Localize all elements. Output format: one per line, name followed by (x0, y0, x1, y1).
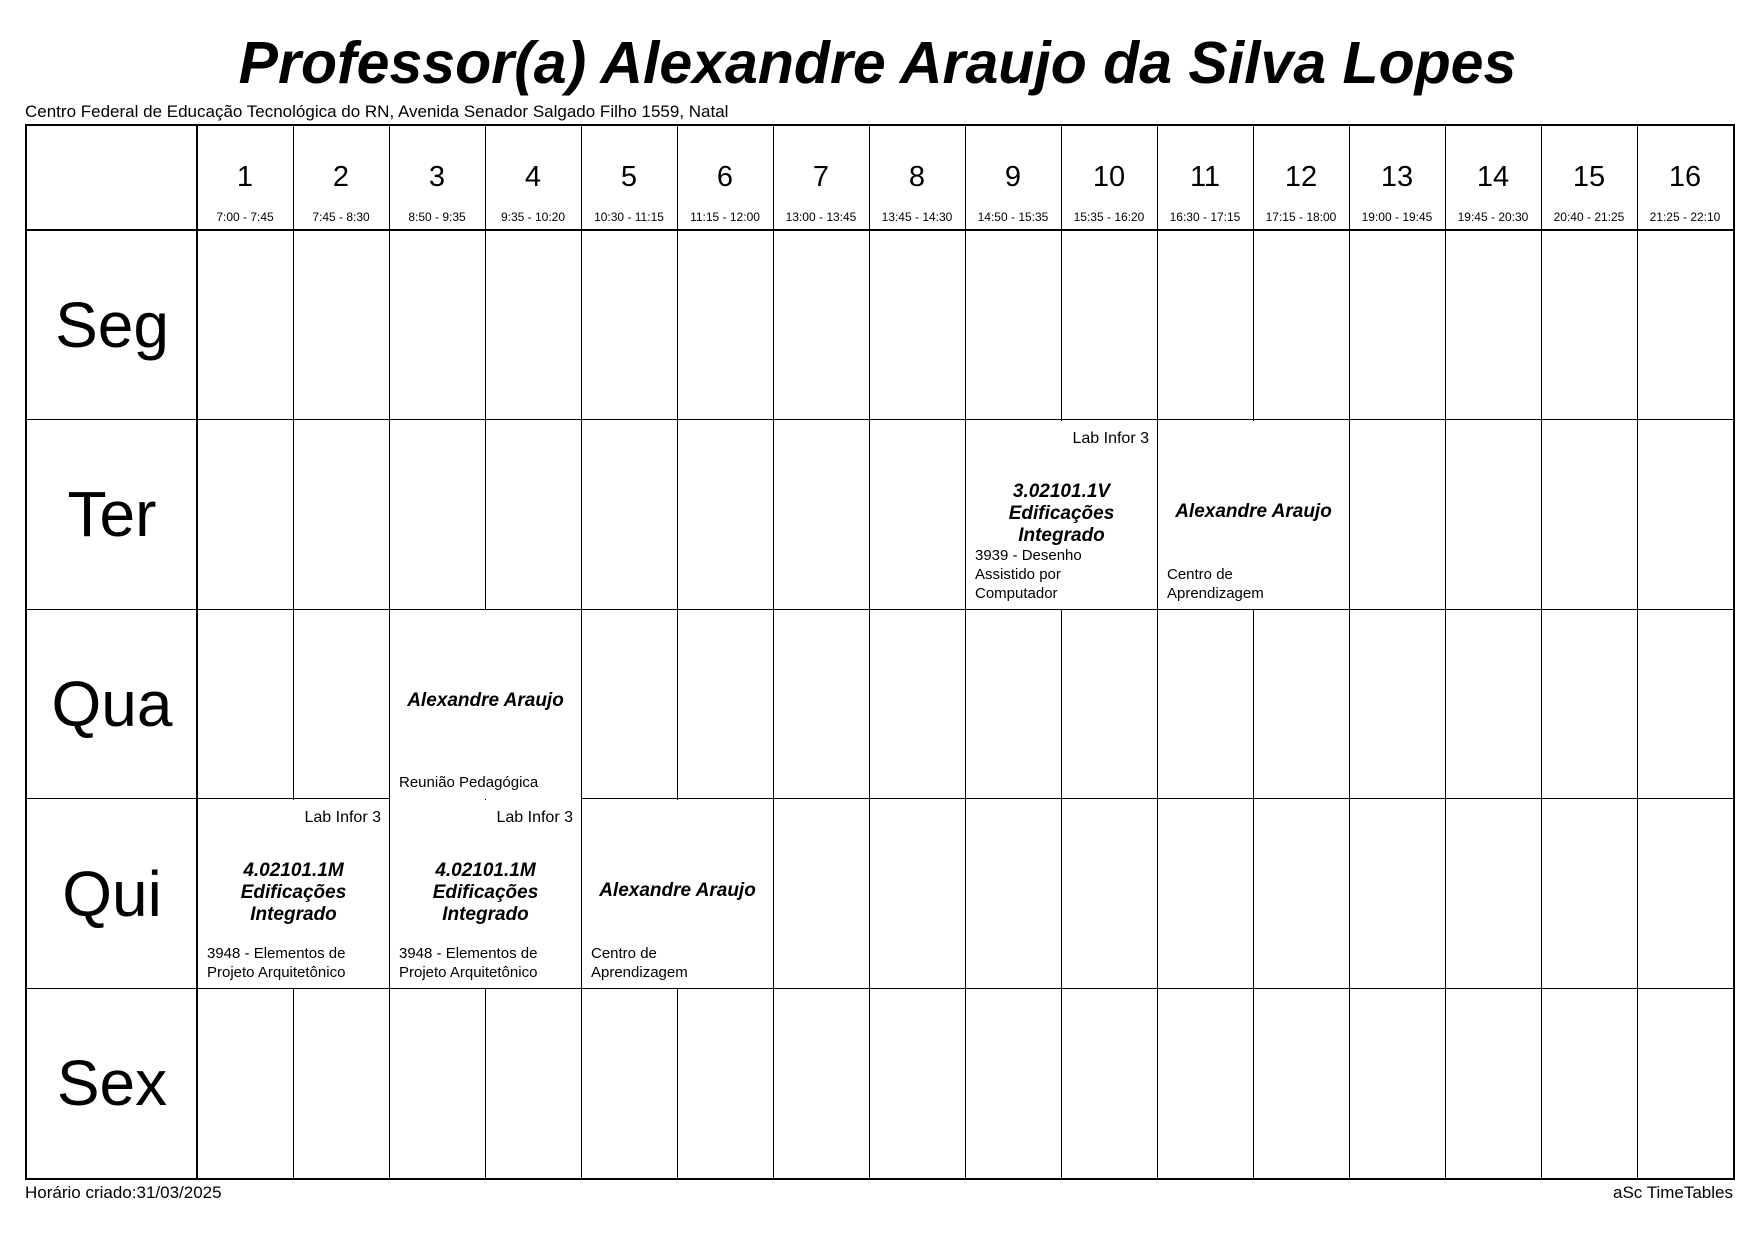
period-time: 13:00 - 13:45 (785, 210, 857, 224)
lesson-room: Lab Infor 3 (496, 808, 573, 826)
period-header-15 (1541, 126, 1637, 230)
period-header-1 (197, 126, 293, 230)
period-number: 8 (908, 161, 926, 193)
lesson-title: Alexandre Araujo (599, 879, 756, 901)
period-header-16 (1637, 126, 1733, 230)
period-number: 5 (620, 161, 638, 193)
period-header-2 (293, 126, 389, 230)
day-label: Qui (62, 857, 162, 930)
period-number: 3 (428, 161, 446, 193)
period-time: 19:45 - 20:30 (1457, 210, 1529, 224)
period-time: 14:50 - 15:35 (977, 210, 1049, 224)
period-header-4 (485, 126, 581, 230)
lesson-card[interactable] (1158, 421, 1349, 610)
period-time: 15:35 - 16:20 (1073, 210, 1145, 224)
grid-line (1445, 126, 1446, 1178)
lesson-subject: 3948 - Elementos de Projeto Arquitetônico (399, 944, 538, 981)
lesson-subject: 3939 - Desenho Assistido por Computador (975, 546, 1082, 602)
grid-line (1349, 126, 1350, 1178)
grid-line (677, 126, 678, 1178)
day-row-sex (27, 988, 197, 1178)
period-header-9 (965, 126, 1061, 230)
lesson-card[interactable] (390, 610, 581, 799)
period-number: 1 (236, 161, 254, 193)
period-time: 9:35 - 10:20 (500, 210, 566, 224)
created-date: Horário criado:31/03/2025 (25, 1183, 222, 1202)
period-number: 6 (716, 161, 734, 193)
period-header-8 (869, 126, 965, 230)
lesson-title: Alexandre Araujo (1175, 500, 1332, 522)
period-time: 19:00 - 19:45 (1361, 210, 1433, 224)
period-time: 10:30 - 11:15 (594, 210, 664, 224)
grid-line (293, 126, 294, 1178)
lesson-subject: 3948 - Elementos de Projeto Arquitetônico (207, 944, 346, 981)
period-number: 13 (1380, 161, 1414, 193)
period-header-7 (773, 126, 869, 230)
period-header-10 (1061, 126, 1157, 230)
lesson-subject: Centro de Aprendizagem (1167, 565, 1264, 602)
period-time: 21:25 - 22:10 (1649, 210, 1721, 224)
timetable-title: Professor(a) Alexandre Araujo da Silva Lopes (238, 30, 1517, 96)
day-label: Sex (56, 1047, 168, 1120)
period-number: 11 (1189, 161, 1221, 193)
period-header-5 (581, 126, 677, 230)
day-label: Seg (55, 288, 169, 361)
grid-line (27, 229, 1733, 231)
grid-line (27, 419, 1733, 420)
lesson-room: Lab Infor 3 (1072, 429, 1149, 447)
lesson-title: 3.02101.1V Edificações Integrado (1008, 480, 1115, 546)
lesson-title: 4.02101.1M Edificações Integrado (240, 859, 347, 925)
period-header-3 (389, 126, 485, 230)
lesson-card[interactable] (966, 421, 1157, 610)
period-time: 7:45 - 8:30 (312, 210, 370, 224)
grid-line (1157, 126, 1158, 1178)
grid-line (965, 126, 966, 1178)
period-header-11 (1157, 126, 1253, 230)
period-header-14 (1445, 126, 1541, 230)
period-number: 7 (812, 161, 830, 193)
period-time: 8:50 - 9:35 (408, 210, 466, 224)
lesson-subject: Reunião Pedagógica (399, 774, 539, 792)
period-number: 9 (1004, 161, 1022, 193)
grid-line (27, 609, 1733, 610)
timetable-grid (25, 124, 1735, 1180)
period-time: 7:00 - 7:45 (216, 210, 274, 224)
lesson-room: Lab Infor 3 (304, 808, 381, 826)
period-header-12 (1253, 126, 1349, 230)
period-time: 20:40 - 21:25 (1553, 210, 1625, 224)
period-number: 16 (1668, 161, 1702, 193)
day-row-ter (27, 420, 197, 610)
grid-line (773, 126, 774, 1178)
period-time: 11:15 - 12:00 (690, 210, 760, 224)
lesson-card[interactable] (390, 800, 581, 989)
period-number: 10 (1092, 161, 1126, 193)
period-number: 15 (1572, 161, 1606, 193)
school-address: Centro Federal de Educação Tecnológica do RN, Avenida Senador Salgado Filho 1559, Natal (25, 102, 729, 121)
period-number: 2 (332, 161, 350, 193)
period-time: 13:45 - 14:30 (881, 210, 953, 224)
lesson-card[interactable] (198, 800, 389, 989)
grid-line (869, 126, 870, 1178)
period-header-13 (1349, 126, 1445, 230)
day-row-seg (27, 230, 197, 420)
grid-line (1061, 126, 1062, 1178)
period-time: 16:30 - 17:15 (1169, 210, 1241, 224)
day-row-qui (27, 799, 197, 989)
grid-line (1253, 126, 1254, 1178)
period-number: 14 (1476, 161, 1510, 193)
software-credit: aSc TimeTables (1613, 1183, 1733, 1202)
lesson-card[interactable] (582, 800, 773, 989)
day-label: Ter (67, 478, 157, 551)
period-time: 17:15 - 18:00 (1265, 210, 1337, 224)
lesson-subject: Centro de Aprendizagem (591, 944, 688, 981)
grid-line (1541, 126, 1542, 1178)
day-row-qua (27, 609, 197, 799)
grid-line (196, 126, 198, 1178)
period-number: 12 (1284, 161, 1318, 193)
period-header-6 (677, 126, 773, 230)
lesson-title: Alexandre Araujo (407, 690, 564, 712)
grid-line (1637, 126, 1638, 1178)
period-number: 4 (524, 161, 542, 193)
day-label: Qua (51, 667, 173, 740)
lesson-title: 4.02101.1M Edificações Integrado (432, 859, 539, 925)
